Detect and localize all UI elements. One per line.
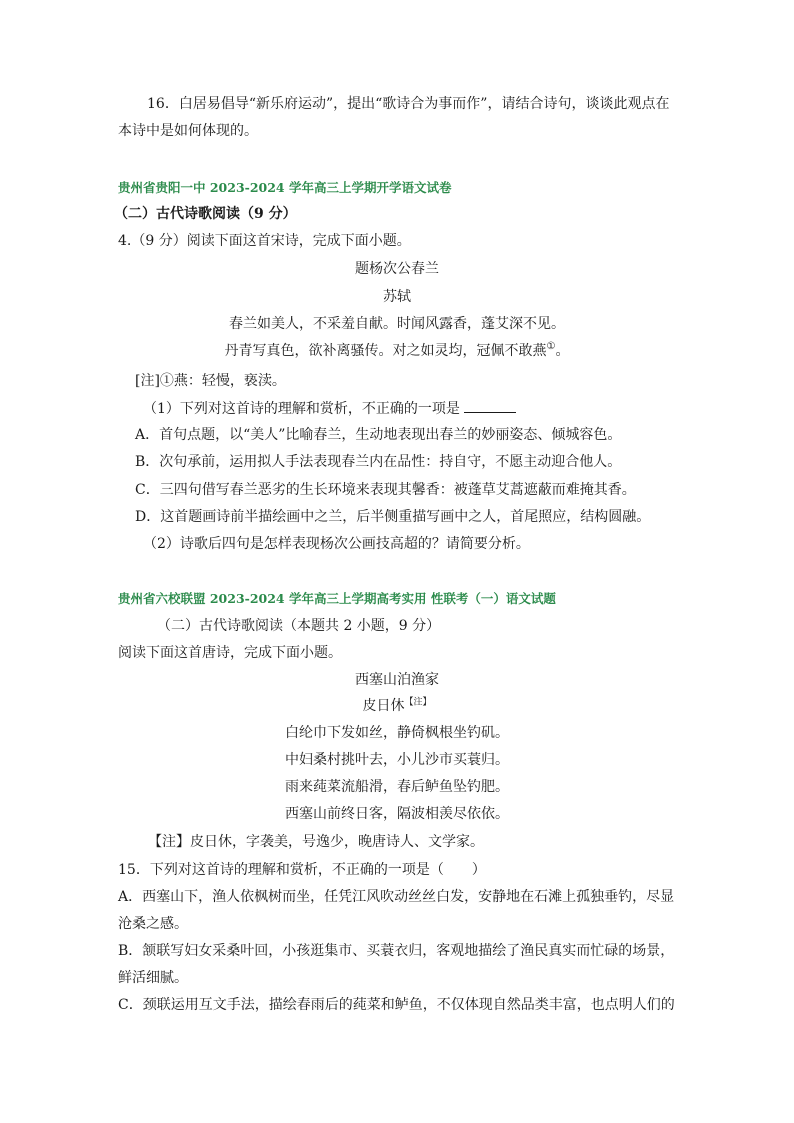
poem-author-2 — [0, 696, 794, 716]
option-15-b-line-2: 鲜活细腻。 — [118, 970, 188, 986]
answer-blank[interactable] — [464, 398, 516, 413]
source-six-schools: 贵州省六校联盟 2023-2024 学年高三上学期高考实用 性联考（一）语文试题 — [118, 591, 556, 606]
option-d: D．这首题画诗前半描绘画中之兰，后半侧重描写画中之人，首尾照应，结构圆融。 — [135, 509, 651, 525]
option-15-a-line-1: A．西塞山下，渔人依枫树而坐，任凭江风吹动丝丝白发，安静地在石滩上孤独垂钓，尽显 — [118, 889, 675, 905]
question-4-intro: 4.（9 分）阅读下面这首宋诗，完成下面小题。 — [118, 233, 411, 249]
poem-note: [注]①燕：轻慢，亵渎。 — [135, 373, 286, 389]
poem-line-2-text: 丹青写真色，欲补离骚传。对之如灵均，冠佩不敢燕 — [224, 343, 547, 359]
poem-2-line-1: 白纶巾下发如丝，静倚枫根坐钓矶。 — [285, 725, 509, 741]
poem-line-2-end: 。 — [555, 343, 570, 359]
source-guiyang: 贵州省贵阳一中 2023-2024 学年高三上学期开学语文试卷 — [118, 180, 452, 195]
option-c: C．三四句借写春兰恶劣的生长环境来表现其馨香：被蓬草艾蒿遮蔽而难掩其香。 — [135, 482, 636, 498]
footnote-mark: ① — [546, 341, 556, 353]
q16-line-2: 本诗中是如何体现的。 — [118, 123, 258, 139]
option-15-c-line-1: C．颈联运用互文手法，描绘春雨后的莼菜和鲈鱼，不仅体现自然品类丰富，也点明人们的 — [118, 997, 675, 1013]
sub-question-2: （2）诗歌后四句是怎样表现杨次公画技高超的？请简要分析。 — [143, 536, 530, 552]
poem-title: 题杨次公春兰 — [355, 261, 439, 277]
poem-line-2 — [0, 341, 794, 361]
sub-question-1 — [143, 398, 516, 419]
poem-line-1: 春兰如美人，不采羞自献。时闻风露香，蓬艾深不见。 — [229, 316, 565, 332]
poem-2-note: 【注】皮日休，字袭美，号逸少，晚唐诗人、文学家。 — [148, 834, 484, 850]
poem-author: 苏轼 — [383, 289, 411, 305]
option-a: A．首句点题，以“美人”比喻春兰，生动地表现出春兰的妙丽姿态、倾城容色。 — [135, 427, 622, 443]
poem-author-2-text: 皮日休 — [362, 698, 405, 714]
section-heading-poetry: （二）古代诗歌阅读（9 分） — [114, 206, 297, 222]
option-15-a-line-2: 沧桑之感。 — [118, 916, 188, 932]
poem-2-line-2: 中妇桑村挑叶去，小儿沙市买蓑归。 — [285, 752, 509, 768]
section-heading-poetry-2: （二）古代诗歌阅读（本题共 2 小题，9 分） — [157, 618, 441, 634]
option-15-b-line-1: B．颔联写妇女采桑叶回，小孩逛集市、买蓑衣归，客观地描绘了渔民真实而忙碌的场景， — [118, 943, 675, 959]
poem-intro-2: 阅读下面这首唐诗，完成下面小题。 — [118, 645, 342, 661]
option-b: B．次句承前，运用拟人手法表现春兰内在品性：持自守，不愿主动迎合他人。 — [135, 454, 622, 470]
sub-question-1-text: （1）下列对这首诗的理解和赏析，不正确的一项是 — [143, 401, 460, 417]
question-15: 15．下列对这首诗的理解和赏析，不正确的一项是（ ） — [118, 862, 486, 878]
poem-title-2: 西塞山泊渔家 — [355, 672, 439, 688]
poem-2-line-4: 西塞山前终日客，隔波相羡尽依依。 — [285, 806, 509, 822]
poem-2-line-3: 雨来莼菜流船滑，春后鲈鱼坠钓肥。 — [285, 779, 509, 795]
q16-line-1: 16．白居易倡导“新乐府运动”，提出“歌诗合为事而作”，请结合诗句，谈谈此观点在 — [147, 96, 670, 112]
author-note-mark: 【注】 — [404, 697, 432, 708]
